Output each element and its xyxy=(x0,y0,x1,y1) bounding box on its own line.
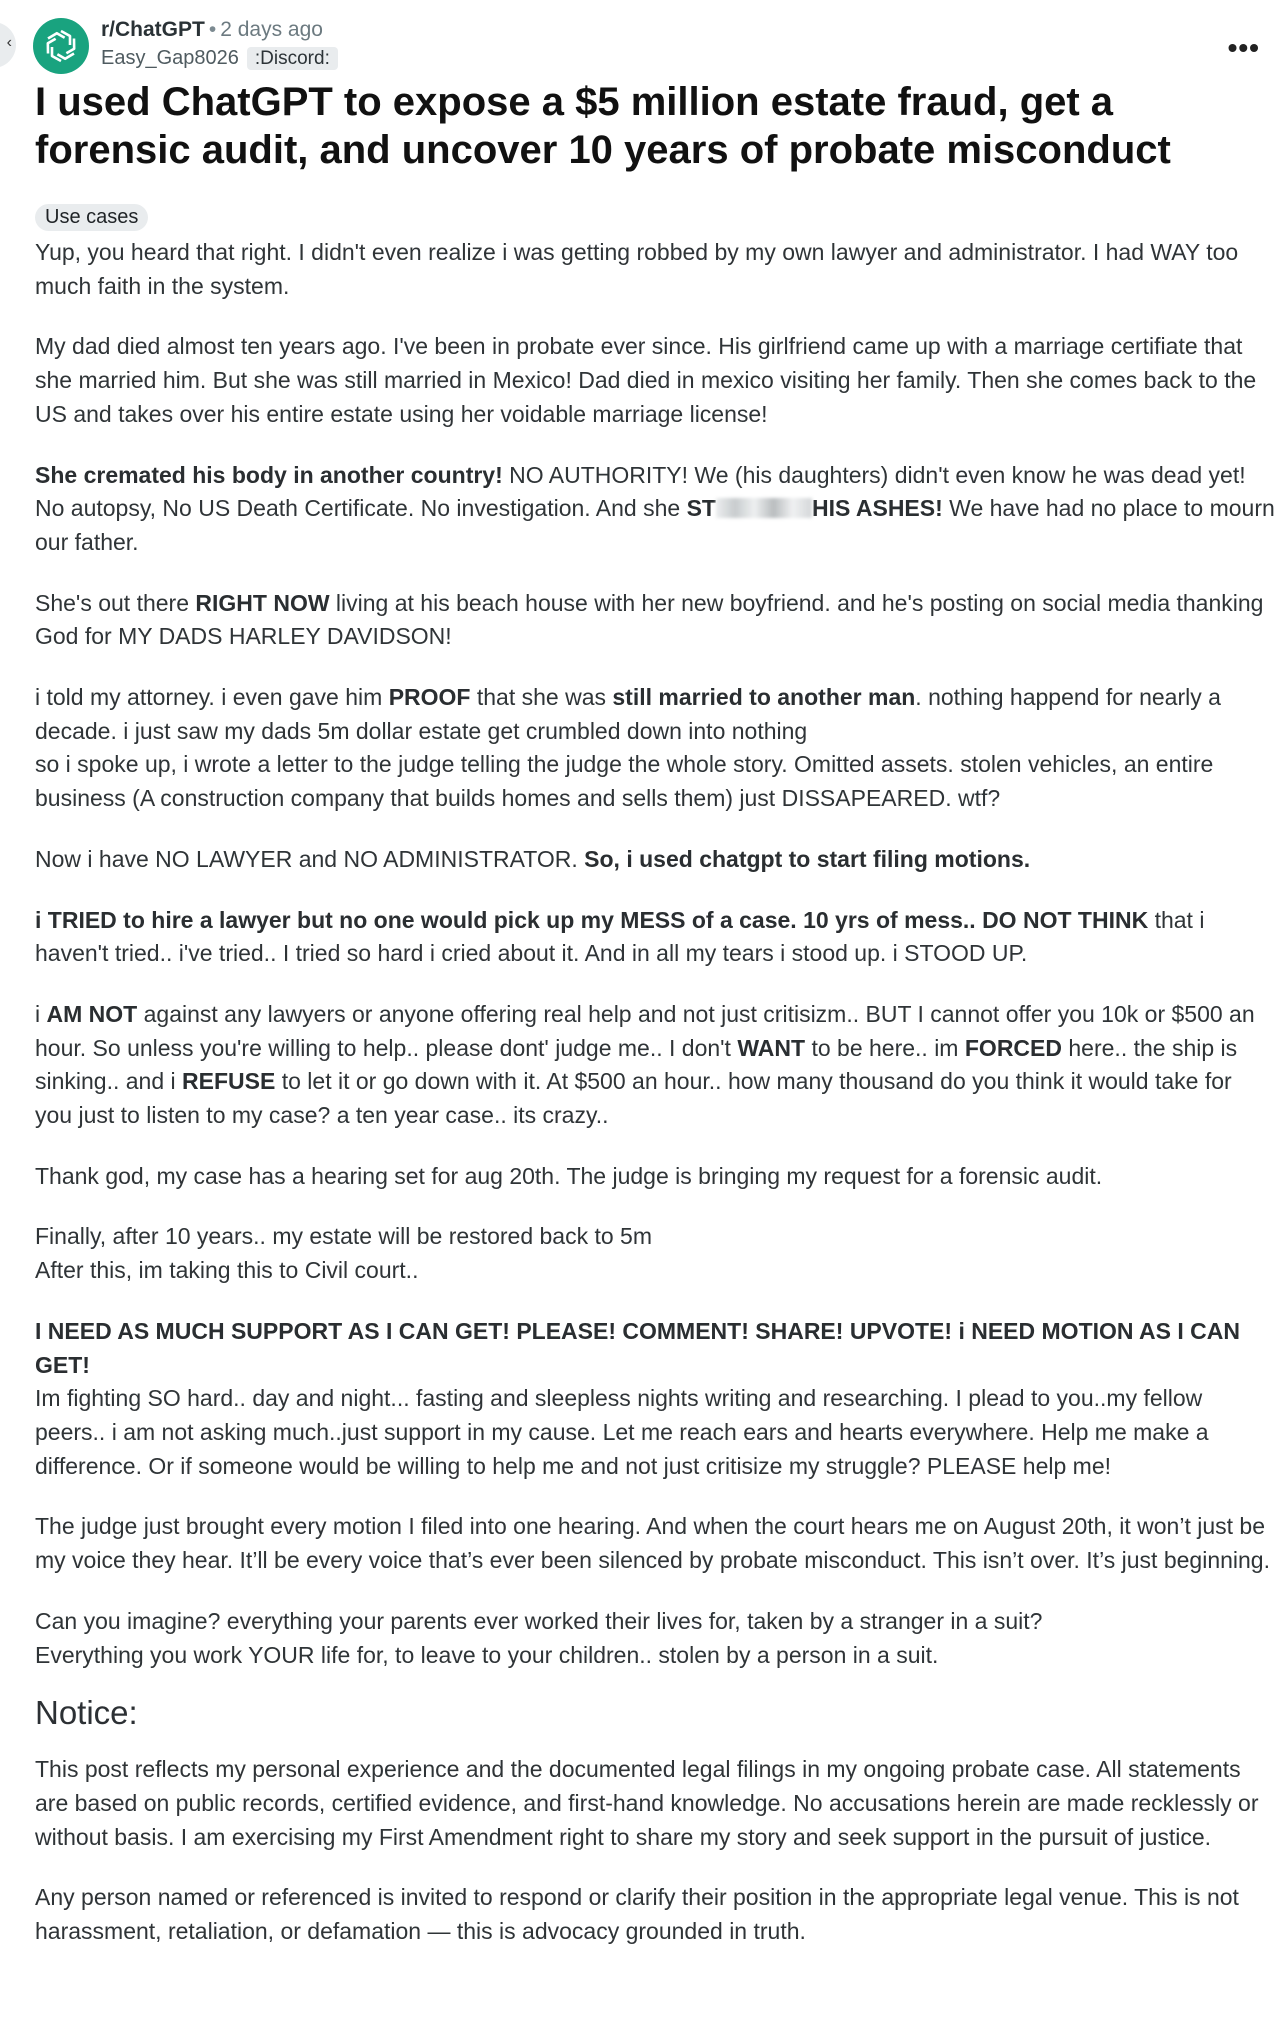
bold-text: i TRIED to hire a lawyer but no one would pick up my MESS of a case. 10 yrs of mess.. DO NOT THINK xyxy=(35,906,1149,933)
post-flair[interactable]: Use cases xyxy=(35,204,148,231)
paragraph: Yup, you heard that right. I didn't even realize i was getting robbed by my own lawyer and administrator. I had WAY too much faith in the system. xyxy=(35,239,1239,299)
post-header xyxy=(33,16,1280,76)
paragraph: The judge just brought every motion I filed into one hearing. And when the court hears me on August 20th, it won’t just be my voice they hear. It’ll be every voice that’s ever been silenced by probate misconduct. This isn’t over. It’s just beginning. xyxy=(35,1513,1270,1574)
subreddit-row xyxy=(101,18,323,42)
bold-text: HIS ASHES! xyxy=(811,495,943,522)
bold-text: So, i used chatgpt to start filing motions. xyxy=(584,845,1031,872)
subreddit-avatar[interactable] xyxy=(33,18,89,74)
paragraph: I NEED AS MUCH SUPPORT AS I CAN GET! PLEASE! COMMENT! SHARE! UPVOTE! i NEED MOTION AS I CAN GET! Im fighting SO hard.. day and night... fasting and sleepless nights writing and researching. I plead to you..my fellow peers.. i am not asking much..just support in my cause. Let me reach ears and hearts everywhere. Help me make a difference. Or if someone would be willing to help me and not just critisize my struggle? PLEASE help me! xyxy=(35,1317,1240,1479)
paragraph: Now i have NO LAWYER and NO ADMINISTRATOR. So, i used chatgpt to start filing motions. xyxy=(35,845,1031,872)
bold-text: FORCED xyxy=(964,1034,1062,1061)
paragraph: Any person named or referenced is invited to respond or clarify their position in the appropriate legal venue. This is not harassment, retaliation, or defamation — this is advocacy grounded in truth. xyxy=(35,1884,1239,1945)
bold-text: RIGHT NOW xyxy=(195,589,330,616)
post-body xyxy=(35,236,1275,1976)
post-title: I used ChatGPT to expose a $5 million estate fraud, get a forensic audit, and uncover 10 years of probate misconduct xyxy=(35,80,1171,172)
more-options-icon[interactable]: ••• xyxy=(1227,32,1260,63)
user-flair: :Discord: xyxy=(247,47,338,70)
paragraph: Thank god, my case has a hearing set for aug 20th. The judge is bringing my request for a forensic audit. xyxy=(35,1162,1103,1189)
separator-dot: • xyxy=(208,18,217,41)
author-row xyxy=(101,47,338,70)
paragraph: My dad died almost ten years ago. I've been in probate ever since. His girlfriend came up with a marriage certifiate that she married him. But she was still married in Mexico! Dad died in mexico visiting her family. Then she comes back to the US and takes over his entire estate using her voidable marriage license! xyxy=(35,333,1257,427)
notice-heading: Notice: xyxy=(35,1694,138,1732)
redaction-blur xyxy=(716,498,812,518)
paragraph: i told my attorney. i even gave him PROOF that she was still married to another man. nothing happend for nearly a decade. i just saw my dads 5m dollar estate get crumbled down into nothing so i spoke up, i wrote a letter to the judge telling the judge the whole story. Omitted assets. stolen vehicles, an entire business (A construction company that builds homes and sells them) just DISSAPEARED. wtf? xyxy=(35,684,1221,812)
post-time: 2 days ago xyxy=(220,18,323,41)
paragraph: This post reflects my personal experience and the documented legal filings in my ongoing probate case. All statements are based on public records, certified evidence, and first-hand knowledge. No accusations herein are made recklessly or without basis. I am exercising my First Amendment right to share my story and seek support in the pursuit of justice. xyxy=(35,1756,1259,1850)
back-button[interactable] xyxy=(0,22,16,68)
author-username[interactable]: Easy_Gap8026 xyxy=(101,47,239,69)
subreddit-link[interactable]: r/ChatGPT xyxy=(101,18,205,41)
paragraph: Can you imagine? everything your parents ever worked their lives for, taken by a stranger in a suit? Everything you work YOUR life for, to leave to your children.. stolen by a person in a suit. xyxy=(35,1607,1043,1668)
chevron-left-icon: ‹ xyxy=(6,34,12,51)
bold-text: PROOF xyxy=(388,684,471,711)
bold-text: WANT xyxy=(737,1034,806,1061)
bold-text: still married to another man xyxy=(612,684,916,711)
bold-text: REFUSE xyxy=(182,1068,276,1095)
paragraph: She cremated his body in another country! NO AUTHORITY! We (his daughters) didn't even know he was dead yet! No autopsy, No US Death Certificate. No investigation. And she ST HIS ASHES! We have had no place to mourn our father. xyxy=(35,461,1275,555)
bold-text: ST xyxy=(686,495,716,522)
paragraph: i AM NOT against any lawyers or anyone offering real help and not just critisizm.. BUT I cannot offer you 10k or $500 an hour. So unless you're willing to help.. please dont' judge me.. I don't WANT to be here.. im FORCED here.. the ship is sinking.. and i REFUSE to let it or go down with it. At $500 an hour.. how many thousand do you think it would take for you just to listen to my case? a ten year case.. its crazy.. xyxy=(35,1000,1255,1129)
bold-text: AM NOT xyxy=(46,1000,138,1027)
paragraph: She's out there RIGHT NOW living at his beach house with her new boyfriend. and he's posting on social media thanking God for MY DADS HARLEY DAVIDSON! xyxy=(35,589,1264,650)
paragraph: i TRIED to hire a lawyer but no one would pick up my MESS of a case. 10 yrs of mess.. DO NOT THINK that i haven't tried.. i've tried.. I tried so hard i cried about it. And in all my tears i stood up. i STOOD UP. xyxy=(35,906,1205,967)
openai-logo-icon xyxy=(33,18,89,74)
bold-text: She cremated his body in another country! xyxy=(35,461,503,488)
paragraph: Finally, after 10 years.. my estate will be restored back to 5m After this, im taking this to Civil court.. xyxy=(35,1223,652,1284)
bold-text: I NEED AS MUCH SUPPORT AS I CAN GET! PLEASE! COMMENT! SHARE! UPVOTE! i NEED MOTION AS I CAN GET! xyxy=(35,1317,1240,1378)
